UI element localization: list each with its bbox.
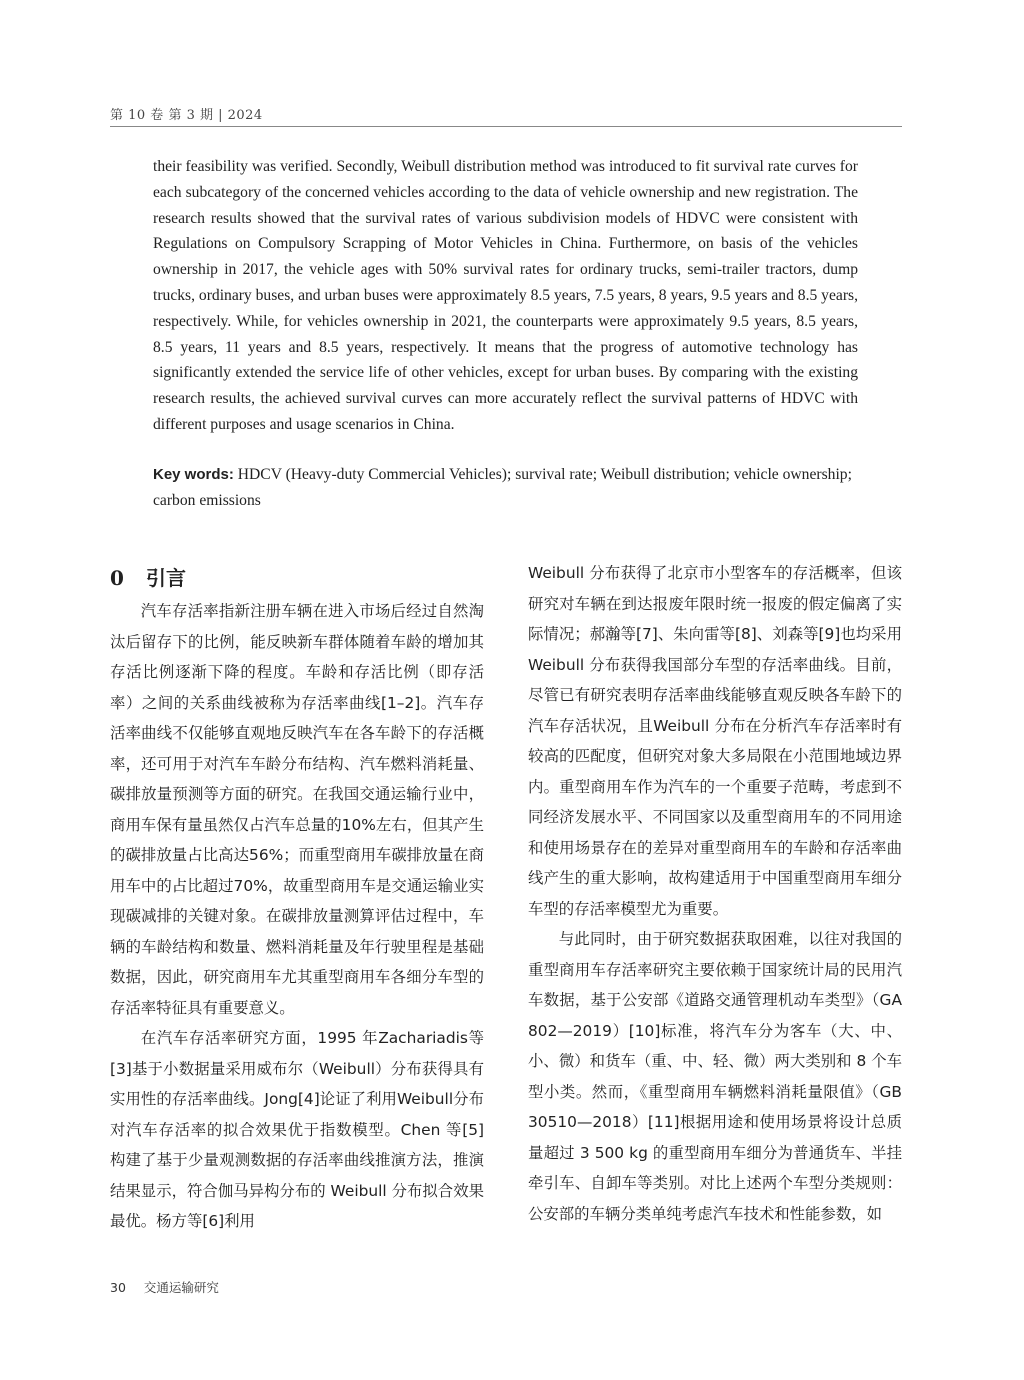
section-title: 引言 — [146, 566, 186, 590]
abstract-block — [153, 154, 858, 438]
journal-name: 交通运输研究 — [143, 1280, 219, 1295]
keywords-text: HDCV (Heavy-duty Commercial Vehicles); survival rate; Weibull distribution; vehicle ownership; carbon emissions — [153, 466, 852, 509]
page-footer — [110, 1278, 219, 1296]
left-column — [110, 560, 484, 1237]
keywords-block — [153, 462, 858, 514]
section-number: 0 — [110, 566, 124, 590]
intro-paragraph-1: 汽车存活率指新注册车辆在进入市场后经过自然淘汰后留存下的比例，能反映新车群体随着车龄的增加其存活比例逐渐下降的程度。车龄和存活比例（即存活率）之间的关系曲线被称为存活率曲线[1–2]。汽车存活率曲线不仅能够直观地反映汽车在各车龄下的存活概率，还可用于对汽车车龄分布结构、汽车燃料消耗量、碳排放量预测等方面的研究。在我国交通运输行业中，商用车保有量虽然仅占汽车总量的10%左右，但其产生的碳排放量占比高达56%；而重型商用车碳排放量在商用车中的占比超过70%，故重型商用车是交通运输业实现碳减排的关键对象。在碳排放量测算评估过程中，车辆的车龄结构和数量、燃料消耗量及年行驶里程是基础数据，因此，研究商用车尤其重型商用车各细分车型的存活率特征具有重要意义。 — [110, 602, 484, 1017]
keywords-label: Key words: — [153, 466, 234, 483]
intro-paragraph-3: Weibull 分布获得了北京市小型客车的存活概率，但该研究对车辆在到达报废年限时统一报废的假定偏离了实际情况；郝瀚等[7]、朱向雷等[8]、刘森等[9]也均采用 Weibull 分布获得我国部分车型的存活率曲线。目前，尽管已有研究表明存活率曲线能够直观反映各车龄下的汽车存活状况，且Weibull 分布在分析汽车存活率时有较高的匹配度，但研究对象大多局限在小范围地域边界内。重型商用车作为汽车的一个重要子范畴，考虑到不同经济发展水平、不同国家以及重型商用车的不同用途和使用场景存在的差异对重型商用车的车龄和存活率曲线产生的重大影响，故构建适用于中国重型商用车细分车型的存活率模型尤为重要。 — [528, 564, 902, 918]
running-header: 第 10 卷 第 3 期 | 2024 — [110, 108, 263, 123]
header-divider — [110, 126, 902, 127]
intro-paragraph-4: 与此同时，由于研究数据获取困难，以往对我国的重型商用车存活率研究主要依赖于国家统计局的民用汽车数据，基于公安部《道路交通管理机动车类型》（GA 802—2019）[10]标准，将汽车分为客车（大、中、小、微）和货车（重、中、轻、微）两大类别和 8 个车型小类。然而，《重型商用车辆燃料消耗量限值》（GB 30510—2018）[11]根据用途和使用场景将设计总质量超过 3 500 kg 的重型商用车细分为普通货车、半挂牵引车、自卸车等类别。对比上述两个车型分类规则：公安部的车辆分类单纯考虑汽车技术和性能参数，如 — [528, 930, 902, 1223]
abstract-text: their feasibility was verified. Secondly, Weibull distribution method was introduced to fit survival rate curves for each subcategory of the concerned vehicles according to the data of vehicle ownership and new registration. The research results showed that the survival rates of various subdivision models of HDVC were consistent with Regulations on Compulsory Scrapping of Motor Vehicles in China. Furthermore, on basis of the vehicles ownership in 2017, the vehicle ages with 50% survival rates for ordinary trucks, semi-trailer tractors, dump trucks, ordinary buses, and urban buses were approximately 8.5 years, 7.5 years, 8 years, 9.5 years and 8.5 years, respectively. While, for vehicles ownership in 2021, the counterparts were approximately 9.5 years, 8.5 years, 8.5 years, 11 years and 8.5 years, respectively. It means that the progress of automotive technology has significantly extended the service life of other vehicles, except for urban buses. By comparing with the existing research results, the achieved survival curves can more accurately reflect the survival patterns of HDVC with different purposes and usage scenarios in China. — [153, 158, 858, 433]
section-heading — [110, 560, 484, 596]
right-column — [528, 558, 902, 1229]
intro-paragraph-2: 在汽车存活率研究方面，1995 年Zachariadis等[3]基于小数据量采用威布尔（Weibull）分布获得具有实用性的存活率曲线。Jong[4]论证了利用Weibull分布对汽车存活率的拟合效果优于指数模型。Chen 等[5]构建了基于少量观测数据的存活率曲线推演方法，推演结果显示，符合伽马异构分布的 Weibull 分布拟合效果最优。杨方等[6]利用 — [110, 1029, 484, 1230]
page-number: 30 — [110, 1280, 126, 1295]
